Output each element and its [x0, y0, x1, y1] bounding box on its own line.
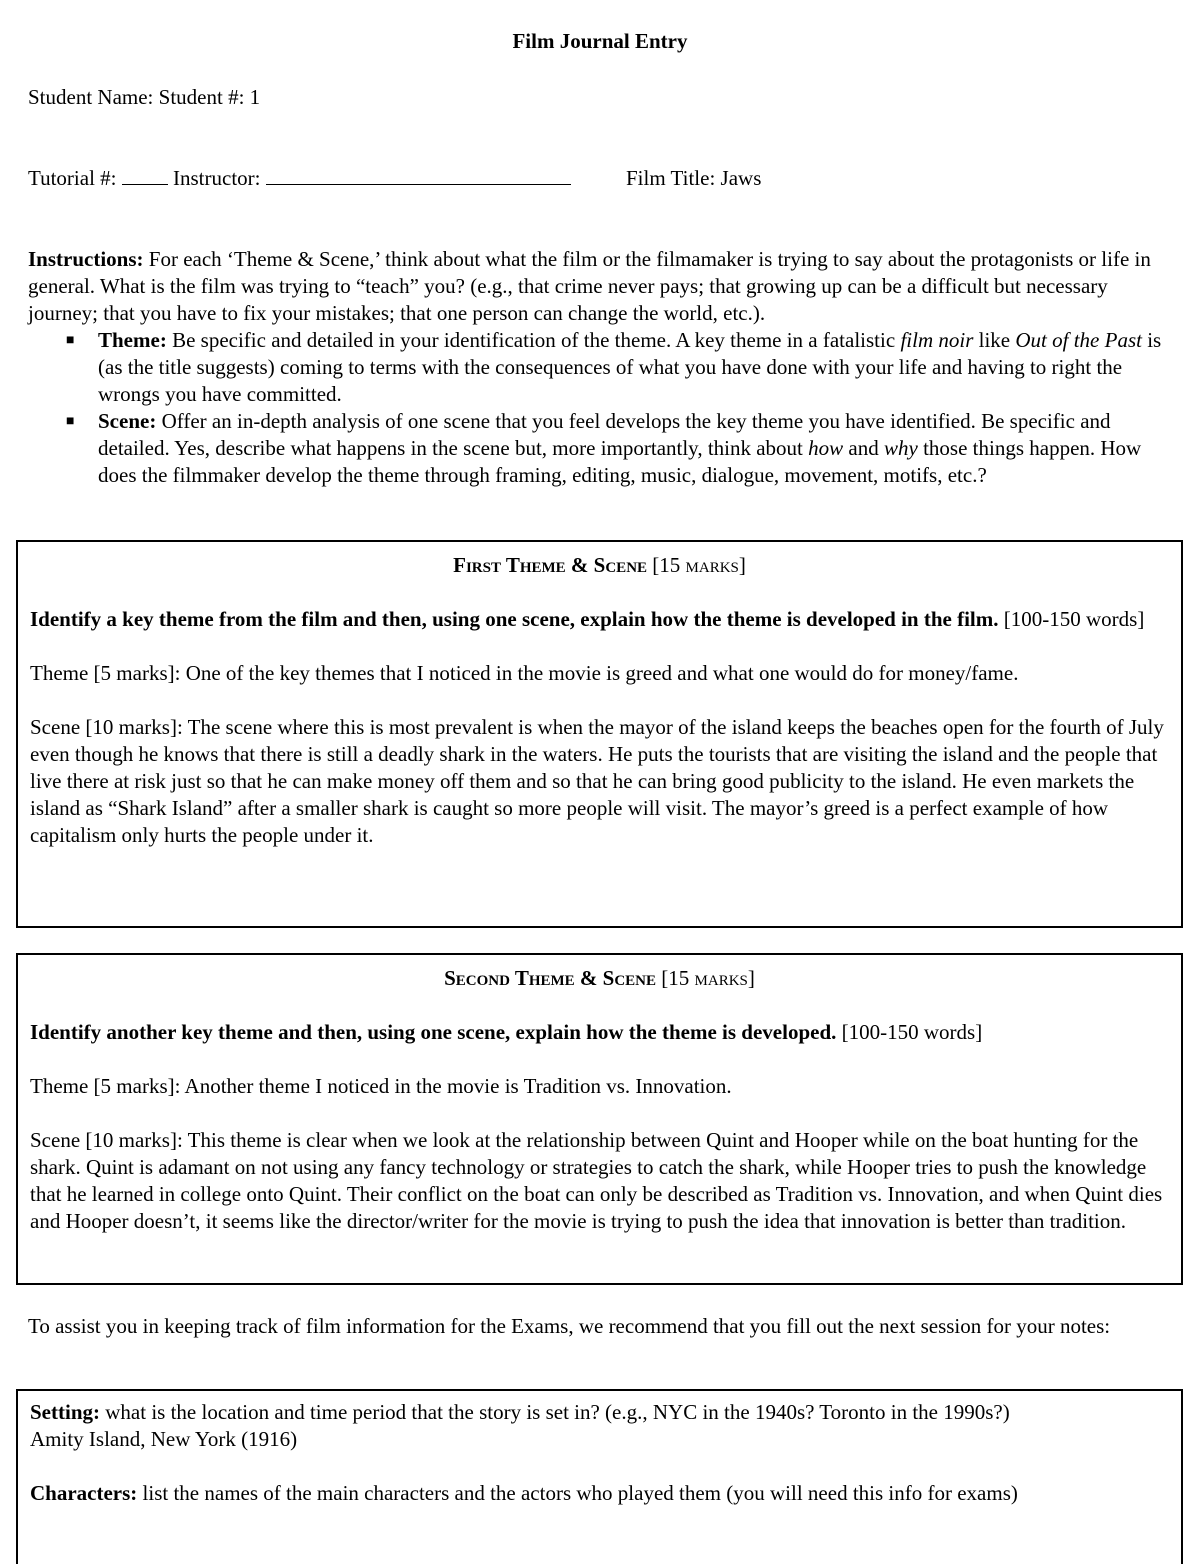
- assist-paragraph: To assist you in keeping track of film information for the Exams, we recommend that you fill out the next session for your notes:: [28, 1314, 1111, 1338]
- bullet-theme: [28, 327, 1173, 408]
- setting-prompt: what is the location and time period that the story is set in? (e.g., NYC in the 1940s? Toronto in the 1990s?): [100, 1400, 1010, 1424]
- heading-marks: [15 marks]: [661, 966, 755, 990]
- scene-text: Offer an in-depth analysis of one scene that you feel develops the key theme you have identified. Be specific and detailed. Yes, describe what happens in the scene but, more importantly, think about: [98, 409, 1111, 460]
- first-box-scene-answer[interactable]: Scene [10 marks]: The scene where this is most prevalent is when the mayor of the island keeps the beaches open for the fourth of July even though he knows that there is still a deadly shark in the waters. He puts the tourists that are visiting the island and the people that live there at risk just so that he can make money off them and so that he can bring good publicity to the island. He even markets the island as “Shark Island” after a smaller shark is caught so more people will visit. The mayor’s greed is a perfect example of how capitalism only hurts the people under it.: [30, 715, 1164, 847]
- instructions-text: For each ‘Theme & Scene,’ think about what the film or the filmamaker is trying to say about the protagonists or life in general. What is the film was trying to “teach” you? (e.g., that crime never pays; that growing up can be a difficult but necessary journey; that you have to fix your mistakes; that one person can change the world, etc.).: [28, 247, 1151, 325]
- scene-italic: how: [808, 436, 844, 460]
- theme-italic: Out of the Past: [1015, 328, 1142, 352]
- heading-text: Second Theme & Scene: [444, 966, 657, 990]
- second-box-theme-answer[interactable]: Theme [5 marks]: Another theme I noticed in the movie is Tradition vs. Innovation.: [30, 1074, 732, 1098]
- prompt-words: [100-150 words]: [836, 1020, 983, 1044]
- instructions-section: [28, 246, 1173, 489]
- theme-italic: film noir: [900, 328, 974, 352]
- characters-block: [30, 1480, 1169, 1507]
- notes-box: [16, 1389, 1183, 1564]
- characters-label: Characters:: [30, 1481, 138, 1505]
- first-theme-scene-box: [16, 540, 1183, 928]
- heading-text: First Theme & Scene: [453, 553, 648, 577]
- first-box-prompt: [30, 606, 1169, 633]
- instructor-blank[interactable]: [266, 166, 571, 185]
- second-box-prompt: [30, 1019, 1169, 1046]
- theme-text: is (as the title suggests) coming to terms with the consequences of what you have done with your life and having to right the wrongs you have committed.: [98, 328, 1162, 406]
- prompt-bold: Identify a key theme from the film and then, using one scene, explain how the theme is developed in the film.: [30, 607, 999, 631]
- tutorial-label: Tutorial #:: [28, 166, 117, 190]
- prompt-bold: Identify another key theme and then, using one scene, explain how the theme is developed.: [30, 1020, 837, 1044]
- film-title-field: Film Title: Jaws: [626, 166, 762, 190]
- theme-label: Theme:: [98, 328, 167, 352]
- heading-marks: [15 marks]: [652, 553, 746, 577]
- second-box-scene-answer[interactable]: Scene [10 marks]: This theme is clear when we look at the relationship between Quint and Hooper while on the boat hunting for the shark. Quint is adamant on not using any fancy technology or strategies to catch the shark, while Hooper tries to push the knowledge that he learned in college onto Quint. Their conflict on the boat can only be described as Tradition vs. Innovation, and when Quint dies and Hooper doesn’t, it seems like the director/writer for the movie is trying to push the idea that innovation is better than tradition.: [30, 1128, 1163, 1233]
- first-box-theme-answer[interactable]: Theme [5 marks]: One of the key themes that I noticed in the movie is greed and what one would do for money/fame.: [30, 661, 1019, 685]
- bullet-square-icon: ■: [66, 414, 75, 429]
- bullet-square-icon: ■: [66, 333, 75, 348]
- theme-text: like: [973, 328, 1016, 352]
- scene-italic: why: [884, 436, 918, 460]
- characters-prompt: list the names of the main characters and the actors who played them (you will need this info for exams): [137, 1481, 1018, 1505]
- bullet-scene: [28, 408, 1173, 489]
- student-name-line: Student Name: Student #: 1: [28, 85, 261, 109]
- instructions-label: Instructions:: [28, 247, 144, 271]
- instructions-bullets: [28, 327, 1173, 489]
- theme-text: Be specific and detailed in your identification of the theme. A key theme in a fatalistic: [166, 328, 901, 352]
- scene-label: Scene:: [98, 409, 157, 433]
- instructor-label: Instructor:: [173, 166, 261, 190]
- first-box-heading: [30, 552, 1169, 579]
- setting-block: [30, 1399, 1169, 1453]
- prompt-words: [100-150 words]: [998, 607, 1145, 631]
- setting-answer[interactable]: Amity Island, New York (1916): [30, 1427, 298, 1451]
- page-title: Film Journal Entry: [512, 29, 688, 53]
- second-theme-scene-box: [16, 953, 1183, 1285]
- tutorial-blank[interactable]: [122, 166, 168, 185]
- setting-label: Setting:: [30, 1400, 100, 1424]
- instructions-paragraph: [28, 246, 1173, 327]
- tutorial-line: [28, 165, 571, 192]
- scene-text: those things happen. How does the filmmaker develop the theme through framing, editing, music, dialogue, movement, motifs, etc.?: [98, 436, 1142, 487]
- second-box-heading: [30, 965, 1169, 992]
- scene-text: and: [843, 436, 884, 460]
